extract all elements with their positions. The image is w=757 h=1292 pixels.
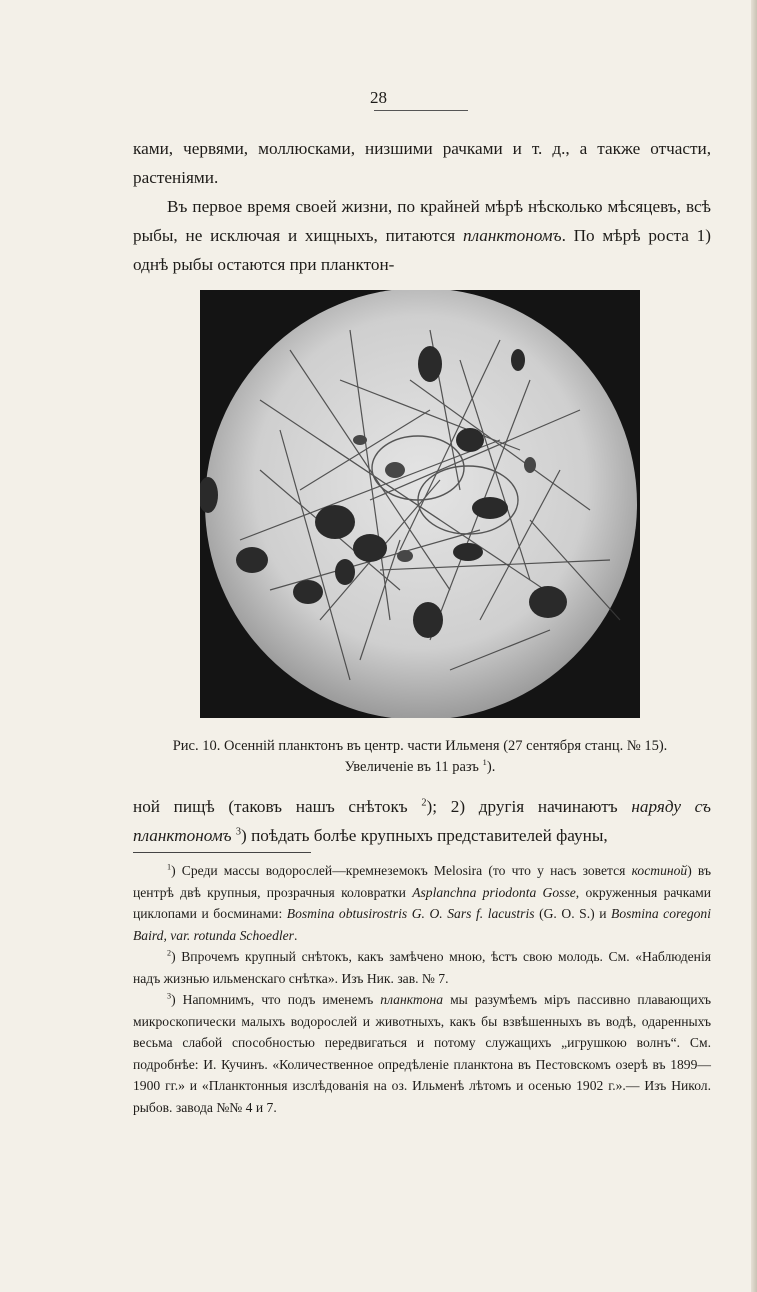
footnote-1 (133, 860, 711, 946)
footnote-1-italic-4: Bosmina coregoni Baird, var. rotunda Schoedler (133, 906, 711, 943)
page-number: 28 (370, 88, 387, 107)
footnote-1-text-d: (G. O. S.) и (534, 906, 612, 921)
footnote-1-italic-3: Bosmina obtusirostris G. O. Sars f. lacustris (286, 906, 535, 921)
footnote-ref-2: 2 (421, 797, 427, 809)
micrograph-image (200, 290, 640, 718)
footnotes (133, 860, 711, 1118)
footnote-3-italic: планктона (380, 992, 444, 1007)
paragraph-1: ками, червями, моллюсками, низшими рачками и т. д., а также отчасти, растеніями. (133, 139, 711, 187)
footnote-1-text-b: ) въ центрѣ двѣ крупныя, прозрачныя коловратки (133, 863, 711, 900)
footnote-2 (133, 946, 711, 989)
footnote-1-text-c: , окруженныя рачками циклопами и босминами: (133, 884, 712, 921)
caption-note-mark: 1 (482, 757, 487, 768)
caption-line-1: Рис. 10. Осенній планктонъ въ центр. части Ильменя (27 сентября станц. № 15). (172, 738, 668, 754)
figure-caption (120, 736, 720, 778)
paragraph-3 (133, 792, 711, 850)
footnote-1-italic-2: Asplanchna priodonta Gosse (412, 884, 576, 900)
paragraph-3-text-b: ); 2) другія начинаютъ (426, 797, 632, 816)
footnote-1-text-e: . (293, 927, 298, 943)
paragraph-2 (133, 192, 711, 279)
page-number-rule (374, 110, 468, 111)
footnote-2-text: ) Впрочемъ крупный снѣтокъ, какъ замѣчено мною, ѣстъ свою молодь. См. «Наблюденія надъ жизнью ильменскаго снѣтка». Изъ Ник. зав. № 7. (133, 949, 711, 986)
footnote-3-text-b: мы разумѣемъ міръ пассивно плавающихъ микроскопически малыхъ водорослей и животныхъ, какъ бы взвѣшенныхъ въ водѣ, одаренныхъ весьма слабой способностью передвигаться и потому служащихъ „игрушкою волнъ“. См. подробнѣе: И. Кучинъ. «Количественное опредѣленіе планктона въ Пестовскомъ озерѣ въ 1899—1900 гг.» и «Планктонныя изслѣдованія на оз. Ильменѣ лѣтомъ и осенью 1902 г.».— Изъ Никол. рыбов. завода №№ 4 и 7. (133, 992, 712, 1115)
page-edge (751, 0, 757, 1292)
footnote-3 (133, 989, 711, 1118)
caption-line-2-text: Увеличеніе въ 11 разъ (344, 759, 479, 775)
footnote-1-italic-1: костиной (631, 863, 688, 878)
plankton-micrograph (200, 290, 640, 718)
paragraph-2-text-b: . По мѣрѣ роста 1) однѣ рыбы остаются при планктон- (133, 226, 711, 274)
paragraph-3-text-a: ной пищѣ (таковъ нашъ снѣтокъ (133, 797, 422, 816)
footnote-ref-3: 3 (235, 826, 242, 838)
paragraph-3-text-c: ) поѣдать болѣе крупныхъ представителей фауны, (241, 826, 608, 845)
paragraph-3-italic: наряду съ планктономъ (133, 797, 711, 845)
paragraph-2-italic: планктономъ (462, 226, 562, 245)
footnote-1-text-a: ) Среди массы водорослей—кремнеземокъ Melosira (то что у насъ зовется (171, 863, 632, 878)
footnote-rule (133, 852, 311, 853)
footnote-3-mark: 3 (167, 991, 172, 1001)
footnote-3-text-a: ) Напомнимъ, что подъ именемъ (171, 992, 381, 1007)
bottom-text-block (133, 792, 711, 850)
paragraph-2-text-a: Въ первое время своей жизни, по крайней мѣрѣ нѣсколько мѣсяцевъ, всѣ рыбы, не исключая и хищныхъ, питаются (133, 197, 711, 245)
top-text-block (133, 134, 711, 279)
footnote-1-mark: 1 (167, 862, 172, 872)
caption-line-2: Увеличеніе въ 11 разъ $^1$). (344, 757, 496, 775)
footnote-2-mark: 2 (167, 948, 172, 958)
